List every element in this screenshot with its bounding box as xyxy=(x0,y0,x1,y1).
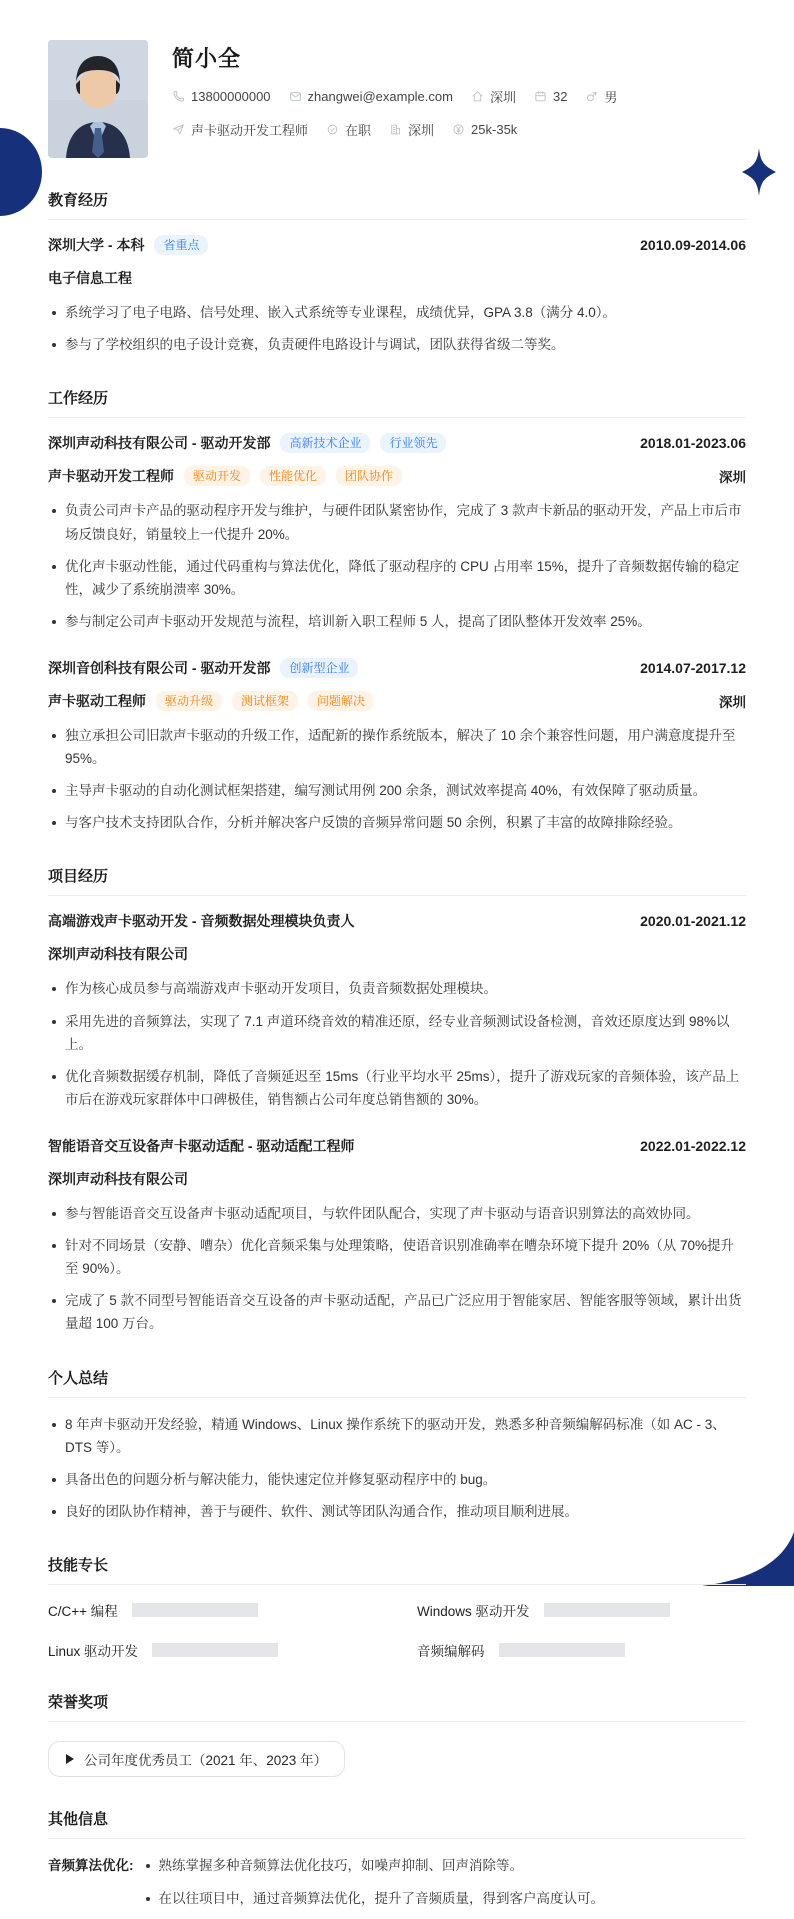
project-name: 高端游戏声卡驱动开发 - 音频数据处理模块负责人 xyxy=(48,913,355,930)
honor-text: 公司年度优秀员工（2021 年、2023 年） xyxy=(84,1753,328,1769)
bullet-item: 良好的团队协作精神，善于与硬件、软件、测试等团队沟通合作，推动项目顺利进展。 xyxy=(48,1500,746,1523)
section-title-work: 工作经历 xyxy=(48,387,746,418)
phone-item xyxy=(172,89,271,104)
job-role: 声卡驱动开发工程师 xyxy=(48,468,174,485)
job-entry-1 xyxy=(48,433,746,633)
bullet-item: 系统学习了电子电路、信号处理、嵌入式系统等专业课程，成绩优异，GPA 3.8（满分 4.0）。 xyxy=(48,301,746,324)
project-name: 智能语音交互设备声卡驱动适配 - 驱动适配工程师 xyxy=(48,1137,355,1154)
gender-icon xyxy=(585,90,598,103)
company-name: 深圳音创科技有限公司 - 驱动开发部 xyxy=(48,659,271,676)
home-city-item xyxy=(471,87,516,106)
skill-label: Linux 驱动开发 xyxy=(48,1644,139,1660)
skill-item xyxy=(417,1600,726,1620)
bullet-item: 优化声卡驱动性能，通过代码重构与算法优化，降低了驱动程序的 CPU 占用率 15%，提升了音频数据传输的稳定性，减少了系统崩溃率 30%。 xyxy=(48,555,746,601)
role-badge: 团队协作 xyxy=(336,466,402,486)
project-entry-1 xyxy=(48,911,746,1111)
company-name: 深圳声动科技有限公司 - 驱动开发部 xyxy=(48,435,271,452)
bullet-item: 8 年声卡驱动开发经验，精通 Windows、Linux 操作系统下的驱动开发，熟悉多种音频编解码标准（如 AC - 3、DTS 等）。 xyxy=(48,1413,746,1459)
bullet-item: 与客户技术支持团队合作，分析并解决客户反馈的音频异常问题 50 余例，积累了丰富的故障排除经验。 xyxy=(48,811,746,834)
position-icon xyxy=(172,123,185,136)
home-icon xyxy=(471,90,484,103)
other-bullets xyxy=(142,1854,747,1918)
bullet-item: 熟练掌握多种音频算法优化技巧，如噪声抑制、回声消除等。 xyxy=(142,1854,747,1877)
skill-bar-track xyxy=(499,1643,625,1657)
email-value: zhangwei@example.com xyxy=(307,89,453,104)
age-value: 32 xyxy=(552,89,568,104)
skill-item xyxy=(48,1640,357,1660)
position-item xyxy=(172,120,308,139)
other-info-label: 音频算法优化: xyxy=(48,1858,134,1874)
section-education xyxy=(48,189,746,356)
section-title-projects: 项目经历 xyxy=(48,865,746,896)
company-badge: 行业领先 xyxy=(380,433,446,453)
salary-value: 25k-35k xyxy=(471,122,518,137)
role-badge: 性能优化 xyxy=(260,466,326,486)
phone-icon xyxy=(172,90,185,103)
job-location: 深圳 xyxy=(719,470,746,486)
skill-item xyxy=(48,1600,357,1620)
role-badge: 测试框架 xyxy=(232,691,298,711)
skill-label: C/C++ 编程 xyxy=(48,1604,118,1620)
bullet-item: 优化音频数据缓存机制，降低了音频延迟至 15ms（行业平均水平 25ms），提升了游戏玩家的音频体验，该产品上市后在游戏玩家群体中口碑极佳，销售额占公司年度总销售额的 30%。 xyxy=(48,1065,746,1111)
skill-label: 音频编解码 xyxy=(417,1644,485,1660)
company-badge: 高新技术企业 xyxy=(280,433,370,453)
summary-bullets xyxy=(48,1413,746,1524)
job-bullets xyxy=(48,724,746,835)
skill-item xyxy=(417,1640,726,1660)
project-date: 2020.01-2021.12 xyxy=(640,913,746,930)
project-bullets xyxy=(48,1202,746,1336)
salary-item xyxy=(452,122,517,137)
section-title-summary: 个人总结 xyxy=(48,1367,746,1398)
email-item xyxy=(289,89,453,104)
section-title-skills: 技能专长 xyxy=(48,1554,746,1585)
school-name: 深圳大学 - 本科 xyxy=(48,237,145,253)
other-info-row xyxy=(48,1854,746,1918)
education-bullets xyxy=(48,301,746,356)
skill-bar-track xyxy=(152,1643,278,1657)
section-skills xyxy=(48,1554,746,1660)
bullet-item: 完成了 5 款不同型号智能语音交互设备的声卡驱动适配，产品已广泛应用于智能家居、智能客服等领域，累计出货量超 100 万台。 xyxy=(48,1289,746,1335)
job-status-item xyxy=(326,120,371,139)
project-bullets xyxy=(48,977,746,1111)
bullet-item: 作为核心成员参与高端游戏声卡驱动开发项目，负责音频数据处理模块。 xyxy=(48,977,746,1000)
section-title-other: 其他信息 xyxy=(48,1808,746,1839)
company-badge: 创新型企业 xyxy=(280,658,358,678)
project-entry-2 xyxy=(48,1136,746,1336)
project-company: 深圳声动科技有限公司 xyxy=(48,1170,188,1187)
candidate-name: 简小全 xyxy=(172,46,242,71)
job-location: 深圳 xyxy=(719,694,746,710)
home-city-value: 深圳 xyxy=(489,90,516,105)
skills-grid xyxy=(48,1600,746,1660)
skill-bar-track xyxy=(544,1603,670,1617)
gender-item xyxy=(585,87,617,106)
age-icon xyxy=(534,90,547,103)
bullet-item: 独立承担公司旧款声卡驱动的升级工作，适配新的操作系统版本，解决了 10 余个兼容性问题，用户满意度提升至 95%。 xyxy=(48,724,746,770)
section-honors xyxy=(48,1691,746,1777)
profile-photo xyxy=(48,40,148,158)
bullet-item: 采用先进的音频算法，实现了 7.1 声道环绕音效的精准还原，经专业音频测试设备检测，音效还原度达到 98%以上。 xyxy=(48,1010,746,1056)
work-city-item xyxy=(389,120,434,139)
job-role: 声卡驱动工程师 xyxy=(48,692,146,709)
job-date: 2014.07-2017.12 xyxy=(640,659,746,676)
bullet-item: 主导声卡驱动的自动化测试框架搭建，编写测试用例 200 余条，测试效率提高 40%，有效保障了驱动质量。 xyxy=(48,779,746,802)
contact-row-basic xyxy=(172,87,635,106)
building-icon xyxy=(389,123,402,136)
play-triangle-icon xyxy=(66,1754,74,1764)
gender-value: 男 xyxy=(604,90,618,105)
honor-item[interactable] xyxy=(48,1741,345,1777)
bullet-item: 具备出色的问题分析与解决能力，能快速定位并修复驱动程序中的 bug。 xyxy=(48,1468,746,1491)
email-icon xyxy=(289,90,302,103)
phone-value: 13800000000 xyxy=(191,89,271,104)
job-status-value: 在职 xyxy=(345,123,372,138)
role-badge: 驱动升级 xyxy=(156,691,222,711)
school-badge: 省重点 xyxy=(154,235,208,255)
major-name: 电子信息工程 xyxy=(48,270,132,286)
age-item xyxy=(534,89,567,104)
role-badge: 问题解决 xyxy=(308,691,374,711)
resume-header xyxy=(48,40,746,158)
job-entry-2 xyxy=(48,658,746,835)
contact-row-job xyxy=(172,120,635,139)
section-title-honors: 荣誉奖项 xyxy=(48,1691,746,1722)
salary-icon xyxy=(452,123,465,136)
role-badge: 驱动开发 xyxy=(184,466,250,486)
bullet-item: 针对不同场景（安静、嘈杂）优化音频采集与处理策略，使语音识别准确率在嘈杂环境下提升 20%（从 70%提升至 90%）。 xyxy=(48,1234,746,1280)
education-date: 2010.09-2014.06 xyxy=(640,237,746,253)
section-work xyxy=(48,387,746,834)
bullet-item: 参与智能语音交互设备声卡驱动适配项目，与软件团队配合，实现了声卡驱动与语音识别算法的高效协同。 xyxy=(48,1202,746,1225)
bullet-item: 参与制定公司声卡驱动开发规范与流程，培训新入职工程师 5 人，提高了团队整体开发效率 25%。 xyxy=(48,610,746,633)
project-date: 2022.01-2022.12 xyxy=(640,1137,746,1154)
bullet-item: 在以往项目中，通过音频算法优化，提升了音频质量，得到客户高度认可。 xyxy=(142,1887,747,1910)
project-company: 深圳声动科技有限公司 xyxy=(48,946,188,963)
job-date: 2018.01-2023.06 xyxy=(640,435,746,452)
section-other xyxy=(48,1808,746,1918)
section-title-education: 教育经历 xyxy=(48,189,746,220)
section-summary xyxy=(48,1367,746,1524)
bullet-item: 参与了学校组织的电子设计竞赛，负责硬件电路设计与调试，团队获得省级二等奖。 xyxy=(48,333,746,356)
bullet-item: 负责公司声卡产品的驱动程序开发与维护，与硬件团队紧密协作，完成了 3 款声卡新品的驱动开发，产品上市后市场反馈良好，销量较上一代提升 20%。 xyxy=(48,499,746,545)
sparkle-icon xyxy=(742,148,776,201)
work-city-value: 深圳 xyxy=(408,123,435,138)
job-bullets xyxy=(48,499,746,633)
skill-label: Windows 驱动开发 xyxy=(417,1604,530,1620)
section-projects xyxy=(48,865,746,1335)
skill-bar-track xyxy=(132,1603,258,1617)
status-icon xyxy=(326,123,339,136)
left-leaf-decoration xyxy=(0,128,42,216)
position-value: 声卡驱动开发工程师 xyxy=(191,123,309,138)
